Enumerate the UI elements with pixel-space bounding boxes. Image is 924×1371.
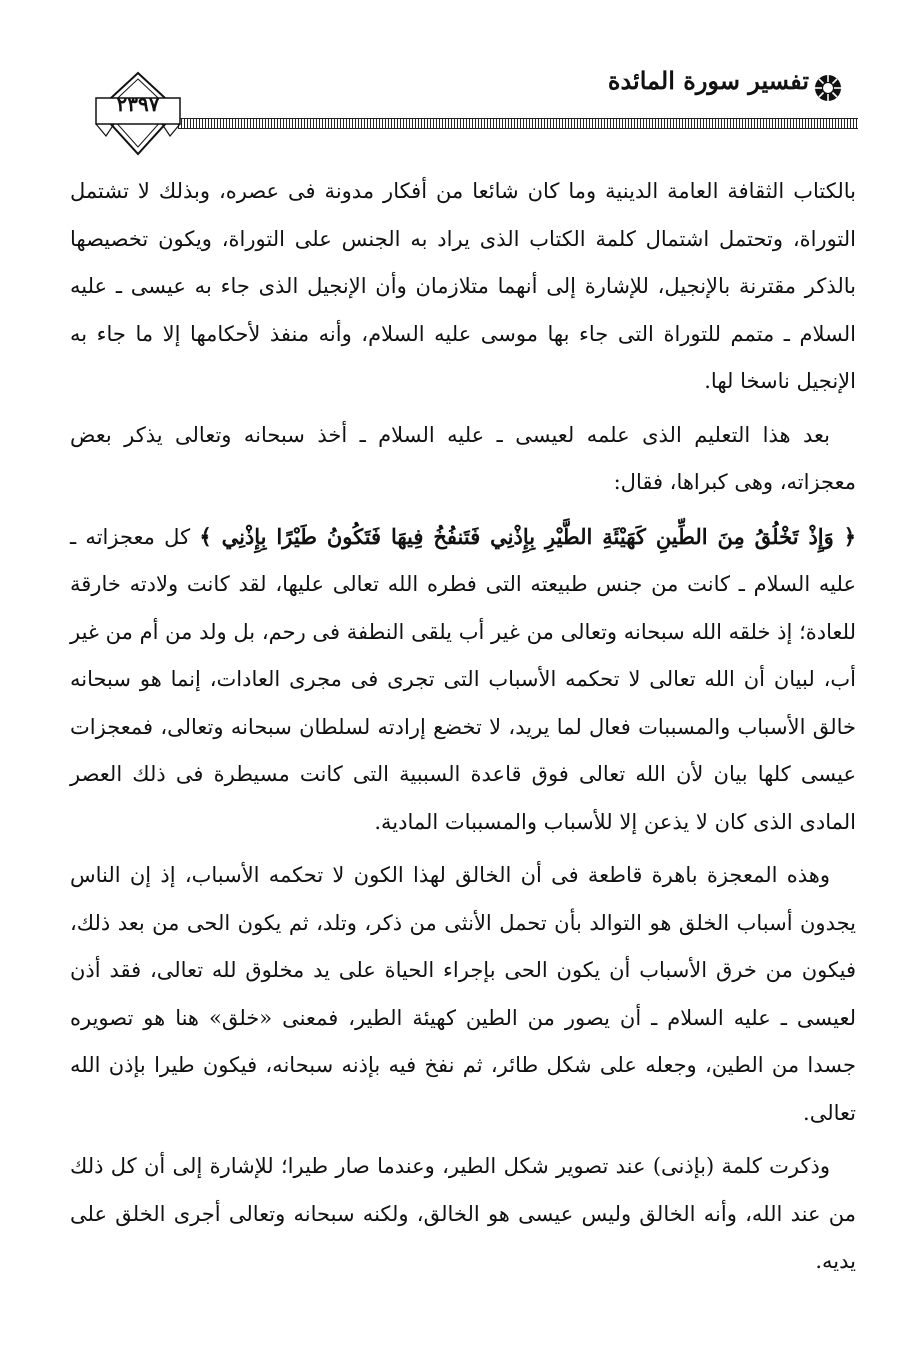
paragraph-5: وذكرت كلمة (بإذنى) عند تصوير شكل الطير، وعندما صار طيرا؛ للإشارة إلى أن كل ذلك من عند الله، وأنه الخالق وليس عيسى هو الخالق، ولكنه سبحانه وتعالى أجرى الخلق على يديه. <box>70 1154 856 1273</box>
header-rule <box>178 118 858 129</box>
quran-verse: ﴿ وَإِذْ تَخْلُقُ مِنَ الطِّينِ كَهَيْئَةِ الطَّيْرِ بِإِذْنِي فَتَنفُخُ فِيهَا فَتَكُونُ طَيْرًا بِإِذْنِي ﴾ <box>199 523 856 549</box>
flower-ornament-icon <box>812 72 844 104</box>
page-number-badge <box>94 70 182 164</box>
paragraph-1: بالكتاب الثقافة العامة الدينية وما كان شائعا من أفكار مدونة فى عصره، وبذلك لا تشتمل التوراة، وتحتمل اشتمال كلمة الكتاب الذى يراد به الجنس على التوراة، ويكون تخصيصها بالذكر مقترنة بالإنجيل، للإشارة إلى أنهما متلازمان وأن الإنجيل الذى جاء به عيسى ـ عليه السلام ـ متمم للتوراة التى جاء بها موسى عليه السلام، وأنه منفذ لأحكامها إلا ما جاء به الإنجيل ناسخا لها. <box>70 179 856 393</box>
running-title: تفسير سورة المائدة <box>607 66 809 95</box>
page-header <box>0 0 924 165</box>
paragraph-3 <box>70 513 856 847</box>
page-body <box>70 168 856 1286</box>
page-number: ٢٣٩٧ <box>116 92 160 116</box>
paragraph-4: وهذه المعجزة باهرة قاطعة فى أن الخالق لهذا الكون لا تحكمه الأسباب، إذ إن الناس يجدون أسباب الخلق هو التوالد بأن تحمل الأنثى من ذكر، وتلد، ثم يكون الحى من بعد ذلك، فيكون من خرق الأسباب أن يكون الحى بإجراء الحياة على يد مخلوق لله تعالى، فقد أذن لعيسى ـ عليه السلام ـ أن يصور من الطين كهيئة الطير، فمعنى «خلق» هنا هو تصويره جسدا من الطين، وجعله على شكل طائر، ثم نفخ فيه بإذنه سبحانه، فيكون طيرا بإذن الله تعالى. <box>70 863 856 1125</box>
paragraph-2: بعد هذا التعليم الذى علمه لعيسى ـ عليه السلام ـ أخذ سبحانه وتعالى يذكر بعض معجزاته، وهى كبراها، فقال: <box>70 422 856 494</box>
paragraph-3-text: كل معجزاته ـ عليه السلام ـ كانت من جنس طبيعته التى فطره الله تعالى عليها، لقد كانت ولادته خارقة للعادة؛ إذ خلقه الله سبحانه وتعالى من غير أب يلقى النطفة فى رحم، بل ولد من أم من غير أب، لبيان أن الله تعالى لا تحكمه الأسباب التى تجرى فى مجرى العادات، إنما هو سبحانه خالق الأسباب والمسببات فعال لما يريد، لا تخضع إرادته لسلطان سبحانه وتعالى، فمعجزات عيسى كلها بيان لأن الله تعالى فوق قاعدة السببية التى كانت مسيطرة فى ذلك العصر المادى الذى كان لا يذعن إلا للأسباب والمسببات المادية. <box>70 524 856 834</box>
